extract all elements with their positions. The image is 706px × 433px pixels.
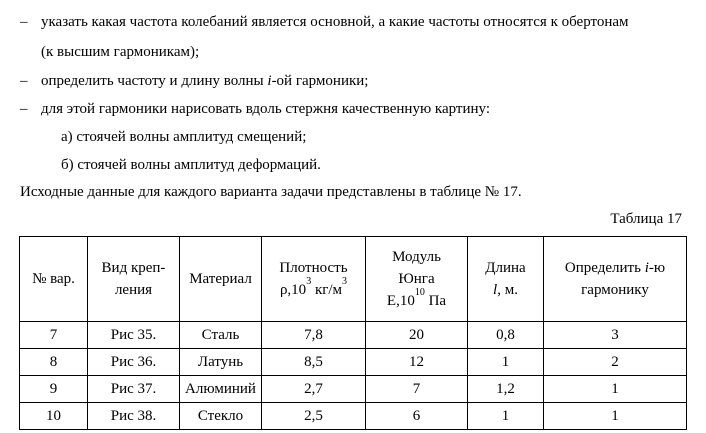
header-variant (20, 237, 88, 322)
header-label: Вид креп- (101, 260, 166, 276)
header-label: l (493, 282, 498, 298)
header-harmonic (544, 237, 687, 322)
cell-harmonic: 1 (544, 403, 687, 430)
bullet-text-pre: определить частоту и длину волны (41, 73, 268, 89)
cell-modulus: 6 (366, 403, 468, 430)
cell-harmonic: 2 (544, 349, 687, 376)
table-row (20, 376, 687, 403)
header-length (468, 237, 544, 322)
cell-material: Латунь (180, 349, 262, 376)
data-table (19, 236, 687, 430)
table-header-row (20, 237, 687, 322)
bullet-dash: – (20, 101, 28, 117)
header-label: Определить (564, 260, 645, 276)
intro-text: Исходные данные для каждого варианта задачи представлены в таблице № 17. (20, 184, 522, 200)
header-label: ρ,10 (279, 282, 307, 298)
cell-modulus: 12 (366, 349, 468, 376)
bullet-text (41, 71, 368, 91)
cell-harmonic: 1 (544, 376, 687, 403)
header-density (262, 237, 366, 322)
cell-length: 0,8 (468, 322, 544, 349)
table-row (20, 322, 687, 349)
header-material (180, 237, 262, 322)
header-label: Модуль (392, 249, 441, 265)
bullet-dash: – (20, 14, 28, 30)
cell-variant: 8 (20, 349, 88, 376)
cell-density: 2,7 (262, 376, 366, 403)
cell-mount: Рис 37. (88, 376, 180, 403)
header-label: Па (424, 293, 447, 309)
cell-modulus: 7 (366, 376, 468, 403)
cell-density: 2,5 (262, 403, 366, 430)
cell-material: Стекло (180, 403, 262, 430)
bullet-text-post: -ой гармоники; (271, 73, 369, 89)
header-exponent: 3 (306, 276, 312, 287)
cell-density: 7,8 (262, 322, 366, 349)
header-label: кг/м (311, 282, 343, 298)
header-label: -ю (648, 260, 666, 276)
bullet-text-italic: i (267, 73, 272, 89)
header-exponent: 10 (414, 287, 425, 298)
cell-mount: Рис 36. (88, 349, 180, 376)
sub-item-text: а) стоячей волны амплитуд смещений; (61, 129, 307, 145)
cell-density: 8,5 (262, 349, 366, 376)
header-label: , м. (497, 282, 518, 298)
cell-modulus: 20 (366, 322, 468, 349)
header-exponent: 3 (342, 276, 348, 287)
cell-length: 1,2 (468, 376, 544, 403)
bullet-text: указать какая частота колебаний является основной, а какие частоты относятся к обертонам (41, 14, 629, 30)
table-row (20, 403, 687, 430)
header-label: Материал (189, 271, 252, 287)
cell-harmonic: 3 (544, 322, 687, 349)
bullet-text: (к высшим гармоникам); (41, 44, 200, 60)
header-label: Плотность (279, 260, 348, 276)
cell-material: Алюминий (180, 376, 262, 403)
cell-mount: Рис 35. (88, 322, 180, 349)
sub-item-text: б) стоячей волны амплитуд деформаций. (61, 157, 321, 173)
cell-variant: 9 (20, 376, 88, 403)
header-label: i (644, 260, 649, 276)
header-label: гармонику (581, 282, 649, 298)
header-label: Юнга (398, 271, 435, 287)
header-label: Е,10 (386, 293, 415, 309)
header-mount (88, 237, 180, 322)
cell-length: 1 (468, 349, 544, 376)
header-label: № вар. (32, 271, 75, 287)
table-row (20, 349, 687, 376)
cell-length: 1 (468, 403, 544, 430)
cell-variant: 7 (20, 322, 88, 349)
cell-variant: 10 (20, 403, 88, 430)
table-caption: Таблица 17 (610, 211, 682, 227)
header-modulus (366, 237, 468, 322)
bullet-dash: – (20, 73, 28, 89)
header-label: ления (114, 282, 153, 298)
cell-material: Сталь (180, 322, 262, 349)
cell-mount: Рис 38. (88, 403, 180, 430)
bullet-text: для этой гармоники нарисовать вдоль стержня качественную картину: (41, 101, 491, 117)
header-label: Длина (485, 260, 526, 276)
